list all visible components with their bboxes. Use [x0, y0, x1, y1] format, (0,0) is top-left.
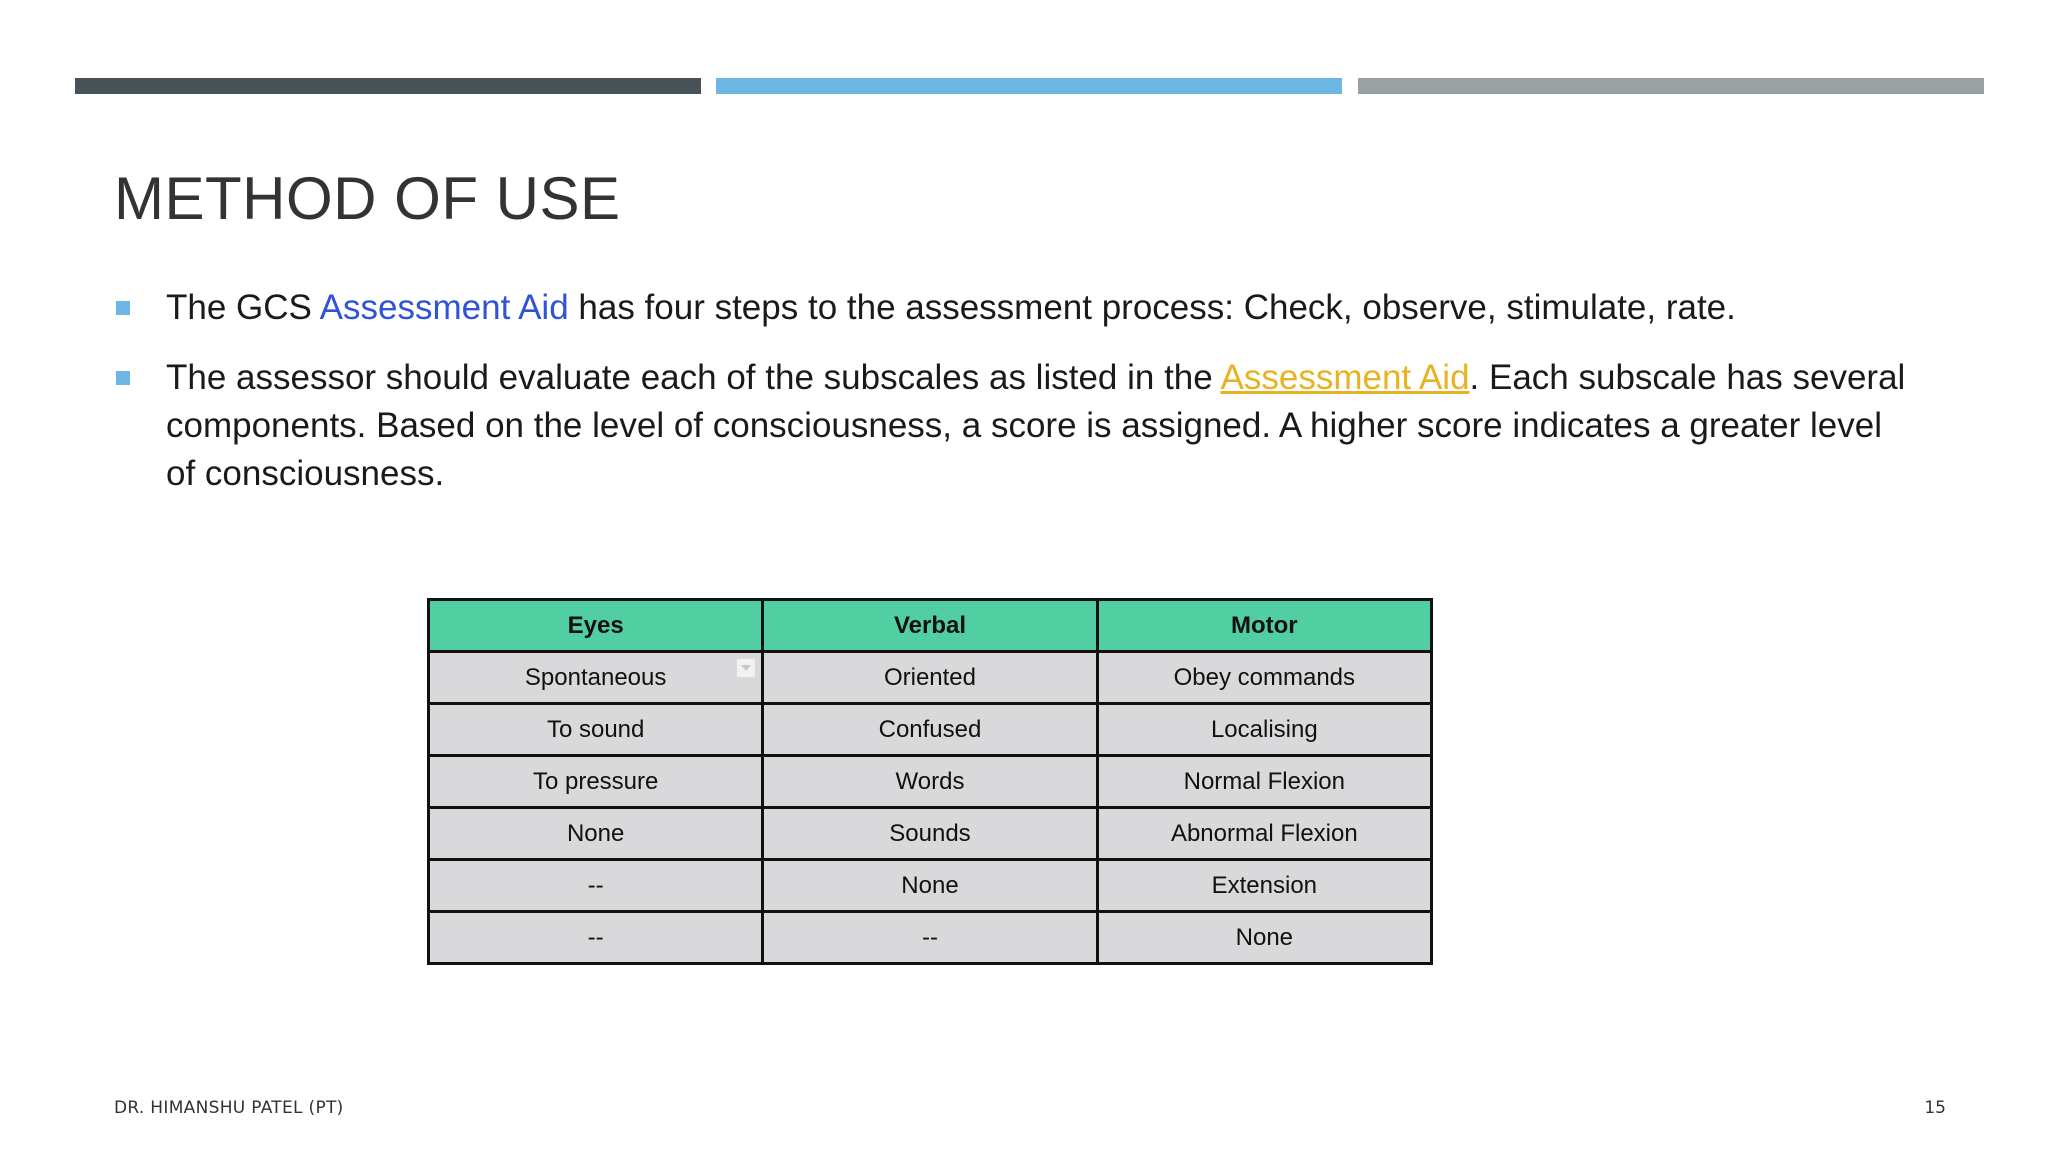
table-row	[429, 912, 1432, 964]
footer-page-number: 15	[1924, 1098, 1946, 1118]
table-cell: --	[763, 912, 1097, 964]
table-row	[429, 652, 1432, 704]
table-cell: To pressure	[429, 756, 763, 808]
table-cell: Obey commands	[1097, 652, 1431, 704]
assessment-aid-link[interactable]: Assessment Aid	[319, 288, 569, 327]
footer-author: DR. HIMANSHU PATEL (PT)	[114, 1098, 344, 1118]
assessment-aid-link[interactable]: Assessment Aid	[1220, 358, 1470, 397]
table-cell: Confused	[763, 704, 1097, 756]
table-cell: To sound	[429, 704, 763, 756]
slide-title: METHOD OF USE	[114, 165, 621, 232]
bullet-text-pre: The GCS	[166, 288, 320, 327]
header-eyes: Eyes	[429, 600, 763, 652]
bullet-text-pre: The assessor should evaluate each of the subscales as listed in the	[166, 358, 1221, 397]
table-cell: Extension	[1097, 860, 1431, 912]
table-row	[429, 808, 1432, 860]
table-row	[429, 860, 1432, 912]
accent-bar-gray	[1358, 78, 1984, 94]
table-cell: None	[1097, 912, 1431, 964]
table-row	[429, 756, 1432, 808]
bullet-list	[114, 284, 1914, 520]
table-cell: --	[429, 912, 763, 964]
table-cell: Words	[763, 756, 1097, 808]
table-cell: None	[763, 860, 1097, 912]
table-cell: Normal Flexion	[1097, 756, 1431, 808]
gcs-table	[427, 598, 1433, 965]
table-cell[interactable]	[429, 652, 763, 704]
bullet-item	[114, 284, 1914, 332]
bullet-text-post: has four steps to the assessment process: Check, observe, stimulate, rate.	[568, 288, 1736, 327]
accent-bar-dark	[75, 78, 701, 94]
table-header-row	[429, 600, 1432, 652]
chevron-down-icon[interactable]	[737, 659, 755, 677]
table-cell: Oriented	[763, 652, 1097, 704]
table-cell: Abnormal Flexion	[1097, 808, 1431, 860]
table-cell: --	[429, 860, 763, 912]
table-cell: Localising	[1097, 704, 1431, 756]
square-bullet-icon	[116, 301, 130, 315]
accent-bar-blue	[716, 78, 1342, 94]
bullet-text-post: . Each subscale has several components. Based on the level of consciousness, a score is assigned. A higher score indicates a greater level of consciousness.	[166, 358, 1906, 493]
table-row	[429, 704, 1432, 756]
cell-text: Spontaneous	[524, 663, 667, 691]
square-bullet-icon	[116, 371, 130, 385]
header-verbal: Verbal	[763, 600, 1097, 652]
table-cell: None	[429, 808, 763, 860]
table-cell: Sounds	[763, 808, 1097, 860]
header-motor: Motor	[1097, 600, 1431, 652]
bullet-item	[114, 354, 1914, 498]
